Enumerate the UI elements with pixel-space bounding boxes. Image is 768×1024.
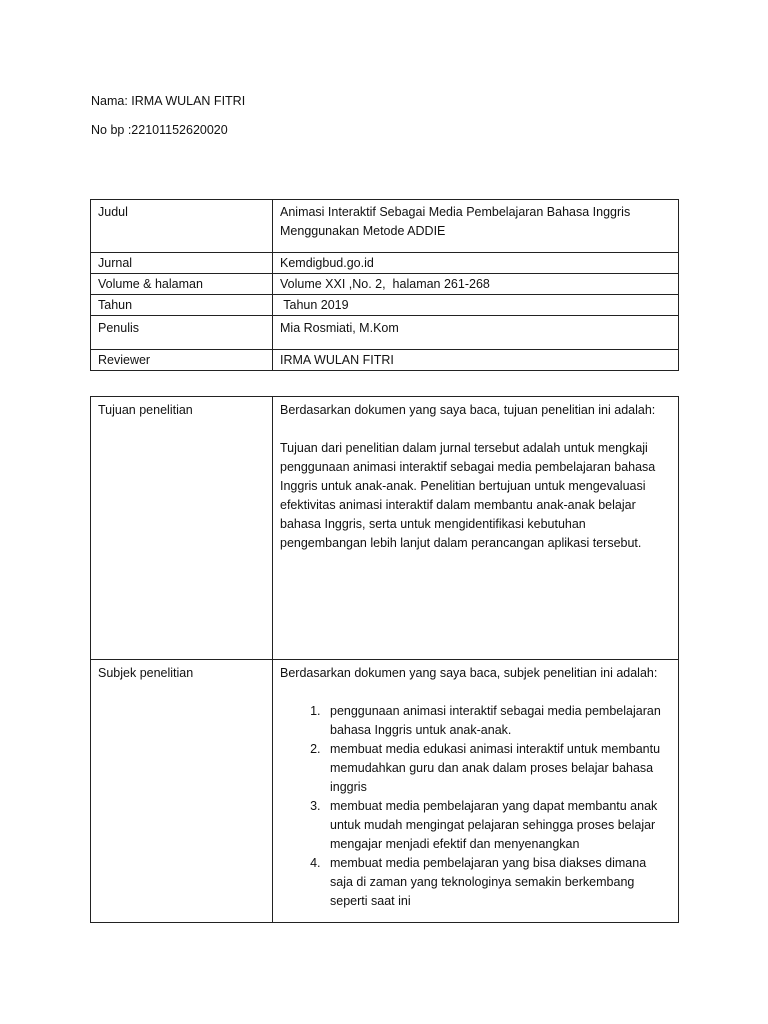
list-item: 1. penggunaan animasi interaktif sebagai media pembelajaran bahasa Inggris untuk anak-anak.	[324, 702, 671, 740]
table-row	[91, 660, 679, 923]
tujuan-intro: Berdasarkan dokumen yang saya baca, tujuan penelitian ini adalah:	[280, 403, 656, 417]
info-value-penulis: Mia Rosmiati, M.Kom	[273, 316, 679, 350]
list-item: 4. membuat media pembelajaran yang bisa diakses dimana saja di zaman yang teknologinya semakin berkembang seperti saat ini	[324, 854, 671, 911]
subjek-label: Subjek penelitian	[91, 660, 273, 923]
table-row	[91, 316, 679, 350]
tujuan-label: Tujuan penelitian	[91, 397, 273, 660]
list-item: 2. membuat media edukasi animasi interaktif untuk membantu memudahkan guru dan anak dalam proses belajar bahasa inggris	[324, 740, 671, 797]
subjek-content	[273, 660, 679, 923]
info-value-reviewer: IRMA WULAN FITRI	[273, 350, 679, 371]
table-row	[91, 350, 679, 371]
tujuan-content	[273, 397, 679, 660]
table-row	[91, 397, 679, 660]
info-label-judul: Judul	[91, 200, 273, 253]
info-label-penulis: Penulis	[91, 316, 273, 350]
info-label-tahun: Tahun	[91, 295, 273, 316]
info-label-volume: Volume & halaman	[91, 274, 273, 295]
review-table	[90, 396, 679, 923]
student-id: No bp :22101152620020	[91, 123, 228, 137]
tujuan-body: Tujuan dari penelitian dalam jurnal tersebut adalah untuk mengkaji penggunaan animasi interaktif sebagai media pembelajaran bahasa Inggris untuk anak-anak. Penelitian bertujuan untuk mengevaluasi efektivitas animasi interaktif dalam membantu anak-anak belajar bahasa Inggris, serta untuk mengidentifikasi kebutuhan pengembangan lebih lanjut dalam perancangan aplikasi tersebut.	[280, 441, 656, 550]
table-row	[91, 200, 679, 253]
info-value-tahun: Tahun 2019	[273, 295, 679, 316]
info-value-judul: Animasi Interaktif Sebagai Media Pembelajaran Bahasa Inggris Menggunakan Metode ADDIE	[273, 200, 679, 253]
subjek-list	[280, 702, 671, 911]
info-label-jurnal: Jurnal	[91, 253, 273, 274]
table-row	[91, 253, 679, 274]
list-item: 3. membuat media pembelajaran yang dapat membantu anak untuk mudah mengingat pelajaran sehingga proses belajar mengajar menjadi efektif dan menyenangkan	[324, 797, 671, 854]
student-name: Nama: IRMA WULAN FITRI	[91, 94, 246, 108]
table-row	[91, 274, 679, 295]
journal-info-table	[90, 199, 679, 371]
subjek-intro: Berdasarkan dokumen yang saya baca, subjek penelitian ini adalah:	[280, 666, 658, 680]
info-value-jurnal: Kemdigbud.go.id	[273, 253, 679, 274]
table-row	[91, 295, 679, 316]
info-value-volume: Volume XXI ,No. 2, halaman 261-268	[273, 274, 679, 295]
info-label-reviewer: Reviewer	[91, 350, 273, 371]
